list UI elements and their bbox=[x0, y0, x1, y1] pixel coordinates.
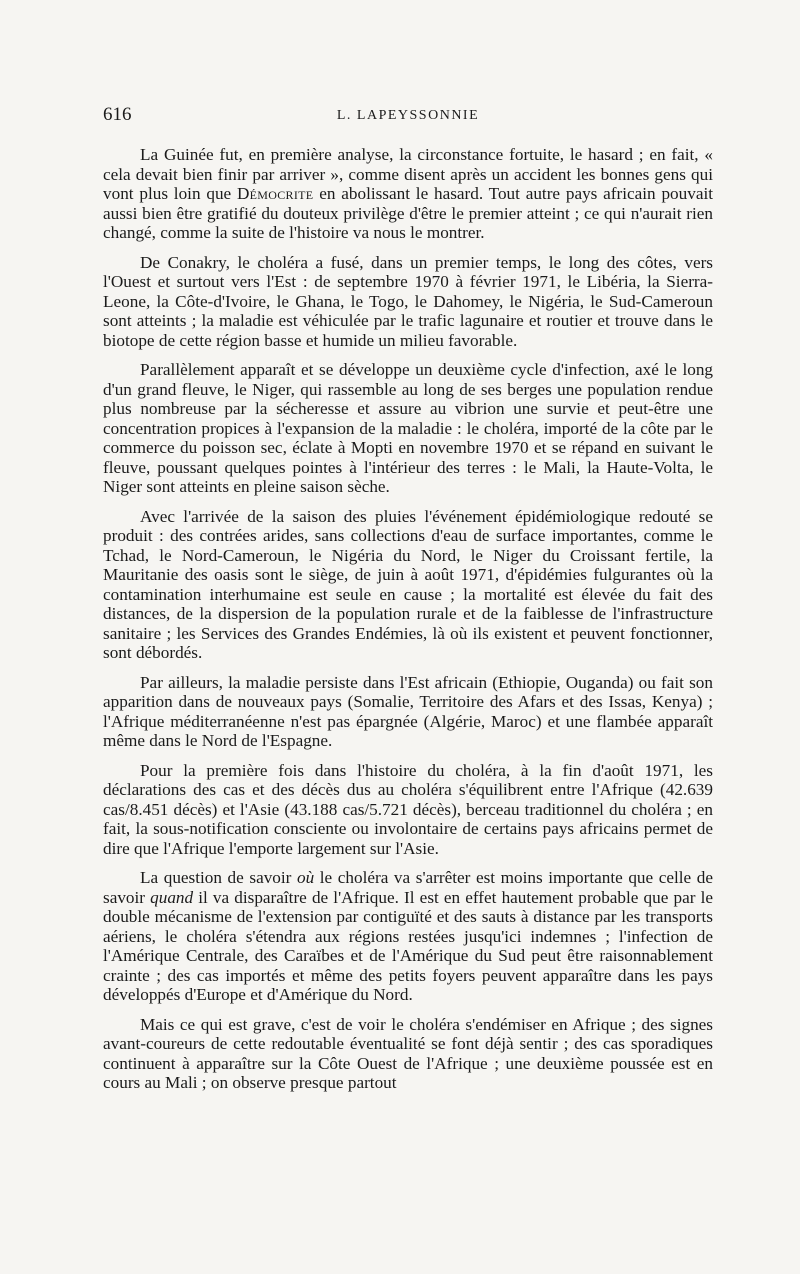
emphasis-quand: quand bbox=[150, 887, 194, 907]
page-number: 616 bbox=[103, 104, 132, 125]
page-header bbox=[103, 104, 713, 130]
paragraph-6: Pour la première fois dans l'histoire du choléra, à la fin d'août 1971, les déclarations des cas et des décès dus au choléra s'équilibrent entre l'Afrique (42.639 cas/8.451 décès) et l'Asie (43.188 cas/5.721 décès), berceau traditionnel du choléra ; en fait, la sous-notification consciente ou involontaire de certains pays africains permet de dire que l'Afrique l'emporte largement sur l'Asie. bbox=[103, 760, 713, 858]
paragraph-7: La question de savoir où le choléra va s'arrêter est moins importante que celle de savoir quand il va disparaître de l'Afrique. Il est en effet hautement probable que par le double mécanisme de l'extension par contiguïté et des sauts à distance par les transports aériens, le choléra s'étendra aux régions restées jusqu'ici indemnes ; l'infection de l'Amérique Centrale, des Caraïbes et de l'Amérique du Sud peut être raisonnablement crainte ; des cas importés et même des petits foyers peuvent apparaître dans les pays développés d'Europe et d'Amérique du Nord. bbox=[103, 868, 713, 1004]
author-name: Démocrite bbox=[236, 184, 314, 203]
emphasis-ou: où bbox=[296, 868, 315, 887]
paragraph-4: Avec l'arrivée de la saison des pluies l'événement épidémiologique redouté se produit : des contrées arides, sans collections d'eau de surface importantes, comme le Tchad, le Nord-Cameroun, le Nigéria du Nord, le Niger du Croissant fertile, la Mauritanie des oasis sont le siège, de juin à août 1971, d'épidémies fulgurantes où la contamination interhumaine est seule en cause ; la mortalité est élevée du fait des distances, de la dispersion de la population rurale et de la faiblesse de l'infrastructure sanitaire ; les Services des Grandes Endémies, là où ils existent et peuvent fonctionner, sont débordés. bbox=[103, 506, 713, 662]
paragraph-3: Parallèlement apparaît et se développe un deuxième cycle d'infection, axé le long d'un grand fleuve, le Niger, qui rassemble au long de ses berges une population rendue plus nombreuse par la sécheresse et assure au vibrion une survie et peut-être une concentration propices à l'expansion de la maladie : le choléra, importé de la côte par le commerce du poisson sec, éclate à Mopti en novembre 1970 et se répand en suivant le fleuve, poussant quelques pointes à l'intérieur des terres : le Mali, la Haute-Volta, le Niger sont atteints en pleine saison sèche. bbox=[103, 360, 713, 496]
body-text bbox=[103, 145, 713, 1103]
paragraph-8: Mais ce qui est grave, c'est de voir le choléra s'endémiser en Afrique ; des signes avant-coureurs de cette redoutable éventualité se font déjà sentir ; des cas sporadiques continuent à apparaître sur la Côte Ouest de l'Afrique ; une deuxième poussée est en cours au Mali ; on observe presque partout bbox=[103, 1014, 713, 1092]
paragraph-5: Par ailleurs, la maladie persiste dans l'Est africain (Ethiopie, Ouganda) ou fait son apparition dans de nouveaux pays (Somalie, Territoire des Afars et des Issas, Kenya) ; l'Afrique méditerranéenne n'est pas épargnée (Algérie, Maroc) et une flambée apparaît même dans le Nord de l'Espagne. bbox=[103, 672, 713, 750]
paragraph-2: De Conakry, le choléra a fusé, dans un premier temps, le long des côtes, vers l'Ouest et surtout vers l'Est : de septembre 1970 à février 1971, le Libéria, la Sierra-Leone, la Côte-d'Ivoire, le Ghana, le Togo, le Dahomey, le Nigéria, le Sud-Cameroun sont atteints ; la maladie est véhiculée par le trafic lagunaire et routier et trouve dans le biotope de cette région basse et humide un milieu favorable. bbox=[103, 252, 713, 350]
paragraph-1: La Guinée fut, en première analyse, la circonstance fortuite, le hasard ; en fait, « cela devait bien finir par arriver », comme disent après un accident les bonnes gens qui vont plus loin que Démocrite en abolissant le hasard. Tout autre pays africain pouvait aussi bien être gratifié du douteux privilège d'être le premier atteint ; ce qui n'aurait rien changé, comme la suite de l'histoire va nous le montrer. bbox=[103, 145, 713, 242]
running-head: L. LAPEYSSONNIE bbox=[336, 108, 480, 123]
